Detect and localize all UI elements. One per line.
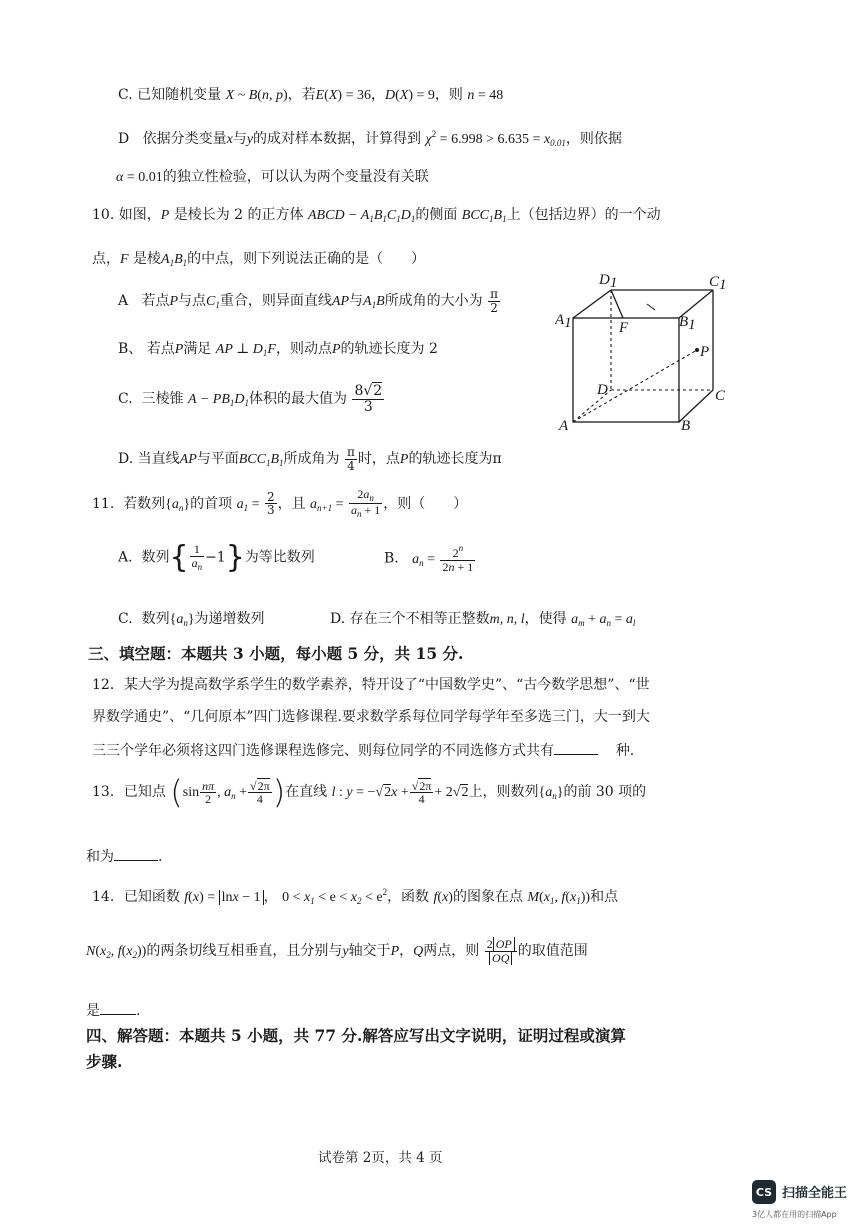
answer-blank[interactable] <box>554 742 598 755</box>
text: ， <box>370 87 385 103</box>
text: 数列 <box>141 549 170 566</box>
text: 和点 <box>590 889 619 905</box>
text: 的两条切线互相垂直，且分别与 <box>146 943 343 960</box>
fraction-general-term: $\frac{2^n}{2n + 1}$ <box>442 543 474 574</box>
label-d1: D1 <box>599 272 618 291</box>
q12-line1: 12．某大学为提高数学系学生的数学素养，特开设了“中国数学史”、“古今数学思想”、“世 <box>92 677 650 693</box>
math-n: n = 48 <box>467 88 504 103</box>
math-mnl: m, n, l <box>489 612 525 627</box>
label-c1: C1 <box>709 274 727 293</box>
math-f: F <box>120 252 129 267</box>
fraction-8-sqrt2-over-3: $\frac{8√2}{3}$ <box>354 383 383 415</box>
text: 如图， <box>118 207 161 223</box>
question-number: 11. <box>92 495 115 512</box>
value: 0.01 <box>138 170 163 185</box>
math-sum-equation: $a_m + a_n = a_l$ <box>571 612 636 628</box>
q11-option-c <box>118 608 265 628</box>
q10-option-c <box>118 384 385 414</box>
q14-line2 <box>86 938 588 964</box>
math-fx: f(x) <box>433 890 453 905</box>
q11-stem <box>92 488 467 520</box>
text: 数列 <box>141 611 170 627</box>
option-label: A. <box>118 549 133 566</box>
math-expectation: E(X) = 36 <box>315 88 371 103</box>
text: 种. <box>615 743 635 759</box>
math-alpha: α = 0.01 <box>116 170 163 185</box>
label-b1: B1 <box>679 314 696 333</box>
option-label: B. <box>384 550 399 567</box>
math-p: P <box>174 342 184 357</box>
q13-line1 <box>92 773 647 811</box>
text: 若点 <box>141 293 170 310</box>
text: 的取值范围 <box>517 943 588 960</box>
value: 6.998 > 6.635 = <box>451 132 541 147</box>
text: 为等比数列 <box>244 549 315 566</box>
text: 与点 <box>178 293 207 310</box>
answer-blank[interactable] <box>100 1002 136 1015</box>
text: 所成角的大小为 <box>384 293 483 310</box>
left-paren: ( <box>170 773 183 811</box>
text: ， <box>399 943 414 960</box>
text: ，则（ ） <box>383 495 468 512</box>
cs-logo-icon: CS <box>752 1180 776 1204</box>
math-point: sin $\frac{n\pi}{2}$ , $a_n$ + $\frac{√2\pi}{4}$ <box>182 778 270 807</box>
text: 在直线 <box>285 784 328 800</box>
math-p: P <box>331 342 341 357</box>
math-seq: $\{a_n\}$ <box>165 496 191 513</box>
text: 上，则数列 <box>468 784 539 800</box>
q9-option-c <box>118 84 503 104</box>
math-c1: $C_1$ <box>206 294 220 311</box>
numerator: π <box>490 287 498 301</box>
q14-line3 <box>86 1000 140 1020</box>
label-d: D <box>597 382 608 398</box>
right-brace: } <box>225 540 245 575</box>
text: 上（包括边界）的一个动 <box>506 207 661 223</box>
text: 已知随机变量 <box>137 87 222 103</box>
text: 时，点 <box>357 451 400 468</box>
math-binomial: X ~ B(n, p) <box>225 88 288 103</box>
math-p: P <box>169 294 179 310</box>
text: 三三个学年必须将这四门选修课程选修完、则每位同学的不同选修方式共有 <box>92 743 554 759</box>
math-cube: ABCD − $A_1B_1C_1D_1$ <box>308 208 416 224</box>
text: 的中点，则下列说法正确的是（ ） <box>187 251 426 267</box>
text: 依据分类变量 <box>142 131 227 147</box>
label-b: B <box>681 418 691 434</box>
point-p <box>695 348 699 352</box>
option-label: D. <box>118 451 134 468</box>
text: 满足 <box>183 341 212 357</box>
q10-option-d <box>118 446 502 472</box>
q11-option-b <box>384 544 476 573</box>
text: 是棱 <box>133 251 162 267</box>
text: 已知点 <box>123 784 166 800</box>
fraction-pi-over-4: $\frac{\pi}{4}$ <box>347 445 355 473</box>
option-label: B、 <box>118 341 143 357</box>
q10-stem-line2 <box>92 248 425 268</box>
text: ，使得 <box>524 611 567 627</box>
segment-d1f <box>611 290 623 318</box>
text: 和为 <box>86 849 114 865</box>
math-recurrence: $a_{n+1}$ = <box>310 496 344 513</box>
text: 存在三个不相等正整数 <box>349 611 490 627</box>
text: 轴交于 <box>348 943 391 960</box>
value: 36 <box>356 88 371 103</box>
fraction-pi-over-2: $\frac{\pi}{2}$ <box>490 287 498 315</box>
value: 48 <box>489 88 504 103</box>
label-f: F <box>619 320 629 336</box>
text: 体积的最大值为 <box>249 391 348 408</box>
text: . <box>136 1003 141 1019</box>
math-face: $BCC_1B_1$ <box>461 208 507 224</box>
q11-option-a <box>118 540 315 575</box>
question-number: 14． <box>92 889 124 905</box>
text: 与 <box>349 293 363 310</box>
fraction-recurrence: $\frac{2a_n}{a_n + 1}$ <box>350 487 381 520</box>
option-label: D <box>118 131 130 147</box>
math-q: Q <box>413 944 424 960</box>
label-a1: A1 <box>555 312 572 331</box>
scanner-watermark <box>752 1178 862 1224</box>
math-p: P <box>399 452 409 468</box>
text: ，函数 <box>387 889 430 905</box>
text: 的成对样本数据，计算得到 <box>253 131 422 147</box>
answer-blank[interactable] <box>114 848 158 861</box>
math-a1: $a_1$ = <box>236 496 260 513</box>
option-label: D. <box>330 611 346 627</box>
q11-option-d <box>330 608 635 628</box>
label-a: A <box>559 418 569 434</box>
text: 的首项 <box>190 495 233 512</box>
math-pyramid: $A - PB_1D_1$ <box>188 392 250 409</box>
math-inequality: $0 < x_1 < e < x_2 < e^2$ <box>282 887 388 906</box>
q9-option-d <box>118 128 622 148</box>
math-perpendicular: AP ⊥ $D_1F$ <box>215 342 276 358</box>
text: 当直线 <box>137 451 180 468</box>
section-3-heading: 三、填空题：本题共 3 小题，每小题 5 分，共 15 分. <box>88 644 464 663</box>
text: 的轨迹长度为 2 <box>340 341 438 357</box>
text: 与 <box>232 131 247 147</box>
numerator: π <box>347 445 355 459</box>
math-pi: π <box>492 451 502 468</box>
watermark-app-name: 扫描全能王 <box>782 1186 848 1201</box>
text: 重合，则异面直线 <box>219 293 332 310</box>
fraction-op-oq: $\frac{2 OP}{OQ}$ <box>485 938 517 964</box>
cube-figure <box>555 268 735 436</box>
math-p: P <box>390 944 400 960</box>
text: 是 <box>86 1003 100 1019</box>
q12-line3 <box>92 740 634 760</box>
math-ap: AP <box>179 452 197 468</box>
text: ，则动点 <box>275 341 332 357</box>
q9-option-d-cont <box>116 166 429 186</box>
watermark-tagline: 3亿人都在用的扫描App <box>752 1210 837 1219</box>
label-p: P <box>700 344 710 360</box>
math-p: P <box>160 208 170 223</box>
math-point-n: $N(x_2$, $f(x_2)$) <box>86 944 147 961</box>
math-edge: $A_1B_1$ <box>161 252 188 268</box>
text: 两点，则 <box>423 943 480 960</box>
value: 9 <box>427 88 435 103</box>
text: 若点 <box>146 341 175 357</box>
math-x: x <box>226 132 233 147</box>
text: ， <box>263 889 278 905</box>
math-point-m: $M(x_1$, $f(x_1)$) <box>527 890 591 906</box>
text: ，则依据 <box>565 131 622 147</box>
subscript: 0.01 <box>550 138 566 148</box>
label-c: C <box>715 388 726 404</box>
text: . <box>158 849 163 865</box>
text: 所成角为 <box>283 451 340 468</box>
math-chi-square: $\chi^2 = 6.998 > 6.635 = x_{0.01}$ <box>425 129 566 148</box>
question-number: 10. <box>92 207 115 223</box>
math-function: f(x) = lnx − 1 <box>184 890 263 905</box>
q14-line1 <box>92 886 618 906</box>
section-4-heading-line2: 步骤. <box>86 1052 123 1071</box>
q10-stem-line1 <box>92 204 661 224</box>
text: 的轨迹长度为 <box>408 451 493 468</box>
option-label: C. <box>118 391 133 408</box>
text: 的图象在点 <box>452 889 523 905</box>
fraction-1-over-an: $\frac{1}{a_n}$ <box>191 541 203 572</box>
math-variance: D(X) = 9 <box>384 88 435 103</box>
page-footer: 试卷第 2页，共 4 页 <box>318 1150 443 1166</box>
stray-mark <box>647 304 655 310</box>
text: 三棱锥 <box>141 391 184 408</box>
math-y: y <box>342 944 349 960</box>
fraction-2-3: $\frac{2}{3}$ <box>266 489 275 518</box>
math-plane: $BCC_1B_1$ <box>238 452 284 469</box>
q13-line2 <box>86 846 162 866</box>
math-ap: AP <box>331 294 349 310</box>
option-label: C. <box>118 87 133 103</box>
math-a1b: $A_1B$ <box>363 294 385 311</box>
text: 的前 30 项的 <box>563 784 647 800</box>
q10-option-a <box>118 288 501 314</box>
option-label: A <box>118 293 129 310</box>
text: 已知函数 <box>123 889 180 905</box>
text: ，若 <box>287 87 316 103</box>
minus-one: −1 <box>205 549 226 566</box>
math-line: l : y = −√2x + $\frac{√2\pi}{4}$ + 2√2 <box>331 778 469 807</box>
section-4-heading-line1: 四、解答题：本题共 5 小题，共 77 分.解答应写出文字说明，证明过程或演算 <box>86 1026 626 1045</box>
option-label: C. <box>118 611 133 627</box>
text: 点， <box>92 251 120 267</box>
left-brace: { <box>169 540 189 575</box>
right-paren: ) <box>272 773 286 811</box>
text: 为递增数列 <box>194 611 265 627</box>
edge-a1d1 <box>573 290 611 318</box>
text: 是棱长为 2 的正方体 <box>173 207 304 223</box>
q12-line2: 界数学通史”、“几何原本”四门选修课程.要求数学系每位同学每学年至多选三门，大一到大 <box>92 709 650 725</box>
text: 的侧面 <box>415 207 458 223</box>
question-number: 13． <box>92 784 124 800</box>
math-y: y <box>246 132 254 147</box>
math-seq: $\{a_n\}$ <box>538 785 564 801</box>
text: ，则 <box>434 87 463 103</box>
text: ，且 <box>277 495 306 512</box>
q10-option-b <box>118 338 438 358</box>
text: 的独立性检验，可以认为两个变量没有关联 <box>162 169 429 185</box>
math-seq: $\{a_n\}$ <box>169 612 195 628</box>
text: 若数列 <box>123 495 166 512</box>
math-an: $a_n$ = <box>412 551 436 568</box>
text: 与平面 <box>196 451 239 468</box>
